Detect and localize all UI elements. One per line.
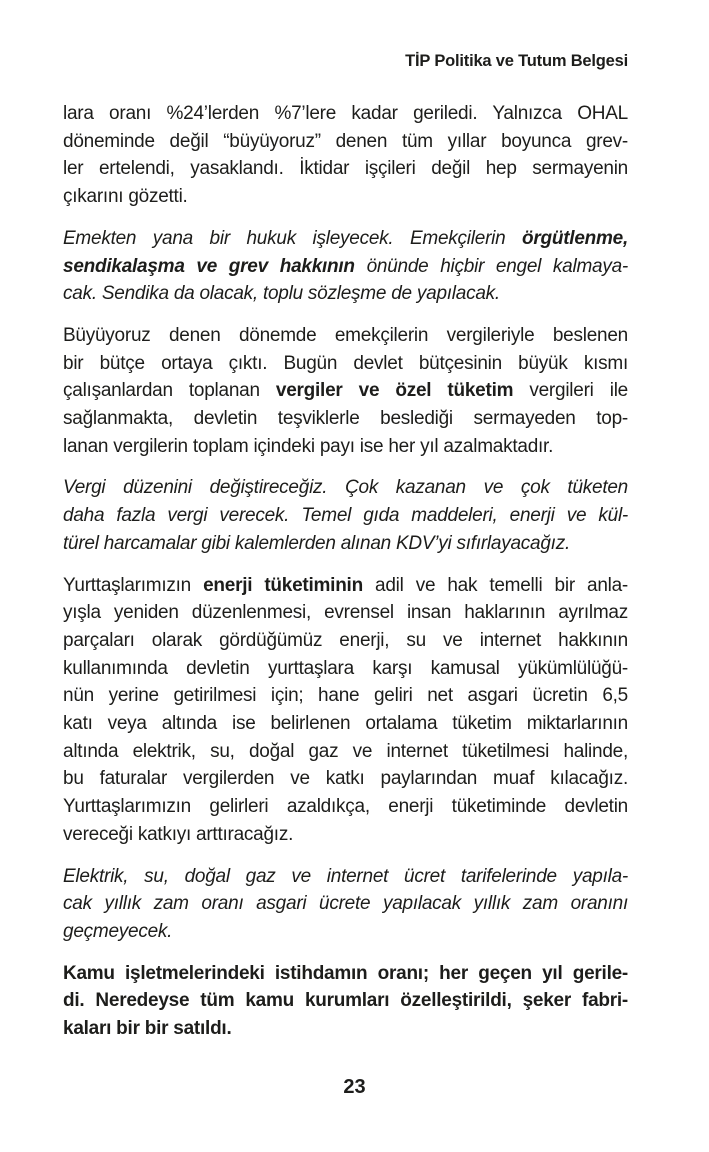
- text-line: [63, 890, 628, 918]
- text-segment: cak. Sendika da olacak, toplu sözleşme de yapılacak.: [63, 283, 500, 305]
- text-line: [63, 655, 628, 683]
- text-segment: Elektrik, su, doğal gaz ve internet ücret tarifelerinde yapıla-: [63, 865, 628, 887]
- text-segment: çalışanlardan toplanan: [63, 380, 276, 402]
- text-segment: vereceği katkıyı arttıracağız.: [63, 823, 294, 845]
- bold-text: vergiler ve özel tüketim: [275, 380, 514, 402]
- text-line: [63, 599, 628, 627]
- text-line: [63, 100, 628, 128]
- bold-text: sendikalaşma ve grev hakkının: [63, 255, 355, 277]
- text-line: [63, 1015, 628, 1043]
- text-segment: Vergi düzenini değiştireceğiz. Çok kazanan ve çok tüketen: [63, 477, 628, 499]
- text-segment: Yurttaşlarımızın: [63, 574, 204, 596]
- text-line: [63, 253, 628, 281]
- text-line: [63, 350, 628, 378]
- text-line: [63, 918, 628, 946]
- paragraph: [63, 572, 628, 849]
- text-segment: önünde hiçbir engel kalmaya-: [354, 255, 628, 277]
- text-line: [63, 710, 628, 738]
- text-line: [63, 433, 628, 461]
- text-line: [63, 280, 628, 308]
- text-segment: Kamu işletmelerindeki istihdamın oranı; her geçen yıl gerile-: [63, 962, 628, 984]
- text-line: [63, 128, 628, 156]
- text-segment: parçaları olarak gördüğümüz enerji, su ve internet hakkının: [63, 629, 628, 651]
- text-line: [63, 155, 628, 183]
- text-segment: daha fazla vergi verecek. Temel gıda maddeleri, enerji ve kül-: [63, 505, 628, 527]
- text-segment: lanan vergilerin toplam içindeki payı ise her yıl azalmaktadır.: [63, 435, 554, 457]
- text-line: [63, 960, 628, 988]
- paragraph: [63, 225, 628, 308]
- text-segment: bu faturalar vergilerden ve katkı paylarından muaf kılacağız.: [63, 768, 628, 790]
- paragraph: [63, 960, 628, 1043]
- text-segment: Büyüyoruz denen dönemde emekçilerin vergileriyle beslenen: [63, 324, 628, 346]
- text-line: [63, 530, 628, 558]
- paragraph: [63, 100, 628, 211]
- running-header-title: TİP Politika ve Tutum Belgesi: [405, 52, 628, 70]
- text-segment: kaları bir bir satıldı.: [63, 1018, 232, 1040]
- text-line: [63, 627, 628, 655]
- text-line: [63, 682, 628, 710]
- text-segment: lara oranı %24’lerden %7’lere kadar geriledi. Yalnızca OHAL: [63, 103, 628, 124]
- text-segment: di. Neredeyse tüm kamu kurumları özelleştirildi, şeker fabri-: [63, 990, 628, 1012]
- text-segment: sağlanmakta, devletin teşviklerle beslediği sermayeden top-: [63, 408, 628, 430]
- bold-text: örgütlenme,: [522, 227, 628, 249]
- text-line: [63, 765, 628, 793]
- paragraph: [63, 474, 628, 557]
- text-segment: cak yıllık zam oranı asgari ücrete yapılacak yıllık zam oranını: [63, 893, 628, 915]
- text-segment: altında elektrik, su, doğal gaz ve internet tüketilmesi halinde,: [63, 740, 628, 762]
- text-segment: vergileri ile: [513, 380, 628, 402]
- text-line: [63, 183, 628, 211]
- text-line: [63, 572, 628, 600]
- text-line: [63, 405, 628, 433]
- text-segment: türel harcamalar gibi kalemlerden alınan KDV’yi sıfırlayacağız.: [63, 532, 570, 554]
- text-line: [63, 502, 628, 530]
- text-segment: yışla yeniden düzenlenmesi, evrensel insan haklarının ayrılmaz: [63, 602, 628, 624]
- text-line: [63, 793, 628, 821]
- text-line: [63, 863, 628, 891]
- text-line: [63, 738, 628, 766]
- text-line: [63, 821, 628, 849]
- text-segment: ler ertelendi, yasaklandı. İktidar işçileri değil hep sermayenin: [63, 158, 628, 180]
- text-line: [63, 225, 628, 253]
- text-segment: çıkarını gözetti.: [63, 186, 188, 208]
- text-segment: döneminde değil “büyüyoruz” denen tüm yıllar boyunca grev-: [63, 130, 628, 152]
- text-segment: kullanımında devletin yurttaşlara karşı kamusal yükümlülüğü-: [63, 657, 628, 679]
- text-line: [63, 987, 628, 1015]
- document-body: [63, 100, 628, 1057]
- text-segment: katı veya altında ise belirlenen ortalama tüketim miktarlarının: [63, 713, 628, 735]
- paragraph: [63, 322, 628, 461]
- text-segment: adil ve hak temelli bir anla-: [362, 574, 628, 596]
- page-number: 23: [343, 1076, 366, 1098]
- paragraph: [63, 863, 628, 946]
- text-segment: bir bütçe ortaya çıktı. Bugün devlet bütçesinin büyük kısmı: [63, 352, 628, 374]
- text-segment: Emekten yana bir hukuk işleyecek. Emekçilerin: [63, 227, 523, 249]
- text-segment: geçmeyecek.: [63, 920, 173, 942]
- text-segment: Yurttaşlarımızın gelirleri azaldıkça, enerji tüketiminde devletin: [63, 796, 628, 818]
- bold-text: enerji tüketiminin: [203, 574, 363, 596]
- text-line: [63, 474, 628, 502]
- text-segment: nün yerine getirilmesi için; hane geliri net asgari ücretin 6,5: [63, 685, 628, 707]
- text-line: [63, 377, 628, 405]
- text-line: [63, 322, 628, 350]
